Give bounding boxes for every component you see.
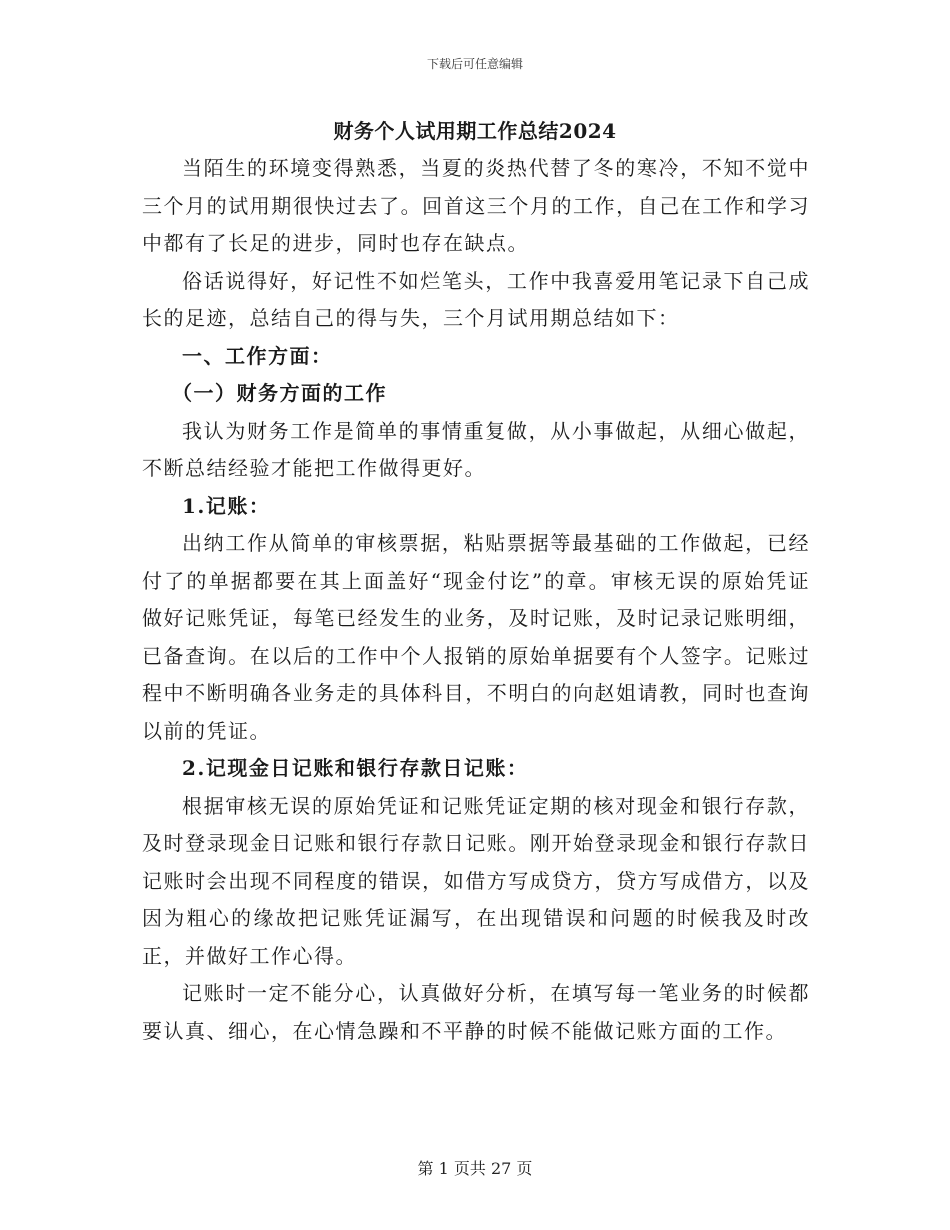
paragraph-finance-view: 我认为财务工作是简单的事情重复做，从小事做起，从细心做起，不断总结经验才能把工作做得更好。 (142, 418, 810, 480)
paragraph-journals: 根据审核无误的原始凭证和记账凭证定期的核对现金和银行存款，及时登录现金日记账和银行存款日记账。刚开始登录现金和银行存款日记账时会出现不同程度的错误，如借方写成贷方，贷方写成借方，以及因为粗心的缘故把记账凭证漏写，在出现错误和问题的时候我及时改正，并做好工作心得。 (142, 793, 810, 968)
document-title: 财务个人试用期工作总结2024 (333, 119, 617, 143)
section-heading-work: 一、工作方面： (182, 343, 333, 368)
subsection-heading-finance: （一）财务方面的工作 (172, 381, 387, 405)
paragraph-summary-lead: 俗话说得好，好记性不如烂笔头，工作中我喜爱用笔记录下自己成长的足迹，总结自己的得与失，三个月试用期总结如下： (142, 268, 810, 330)
paragraph-intro: 当陌生的环境变得熟悉，当夏的炎热代替了冬的寒冷，不知不觉中三个月的试用期很快过去了。回首这三个月的工作，自己在工作和学习中都有了长足的进步，同时也存在缺点。 (142, 156, 810, 255)
document-body (142, 150, 810, 1050)
paragraph-bookkeeping-care: 记账时一定不能分心，认真做好分析，在填写每一笔业务的时候都要认真、细心，在心情急躁和不平静的时候不能做记账方面的工作。 (142, 981, 810, 1043)
page-footer: 第 1 页共 27 页 (417, 1159, 533, 1178)
item-heading-journals: 2.记现金日记账和银行存款日记账： (182, 756, 529, 780)
header-note: 下载后可任意编辑 (426, 57, 523, 71)
paragraph-bookkeeping: 出纳工作从简单的审核票据，粘贴票据等最基础的工作做起，已经付了的单据都要在其上面盖好“现金付讫”的章。审核无误的原始凭证做好记账凭证，每笔已经发生的业务，及时记账，及时记录记账明细，已备查询。在以后的工作中个人报销的原始单据要有个人签字。记账过程中不断明确各业务走的具体科目，不明白的向赵姐请教，同时也查询以前的凭证。 (142, 531, 810, 743)
item-heading-bookkeeping: 1.记账： (182, 493, 271, 518)
